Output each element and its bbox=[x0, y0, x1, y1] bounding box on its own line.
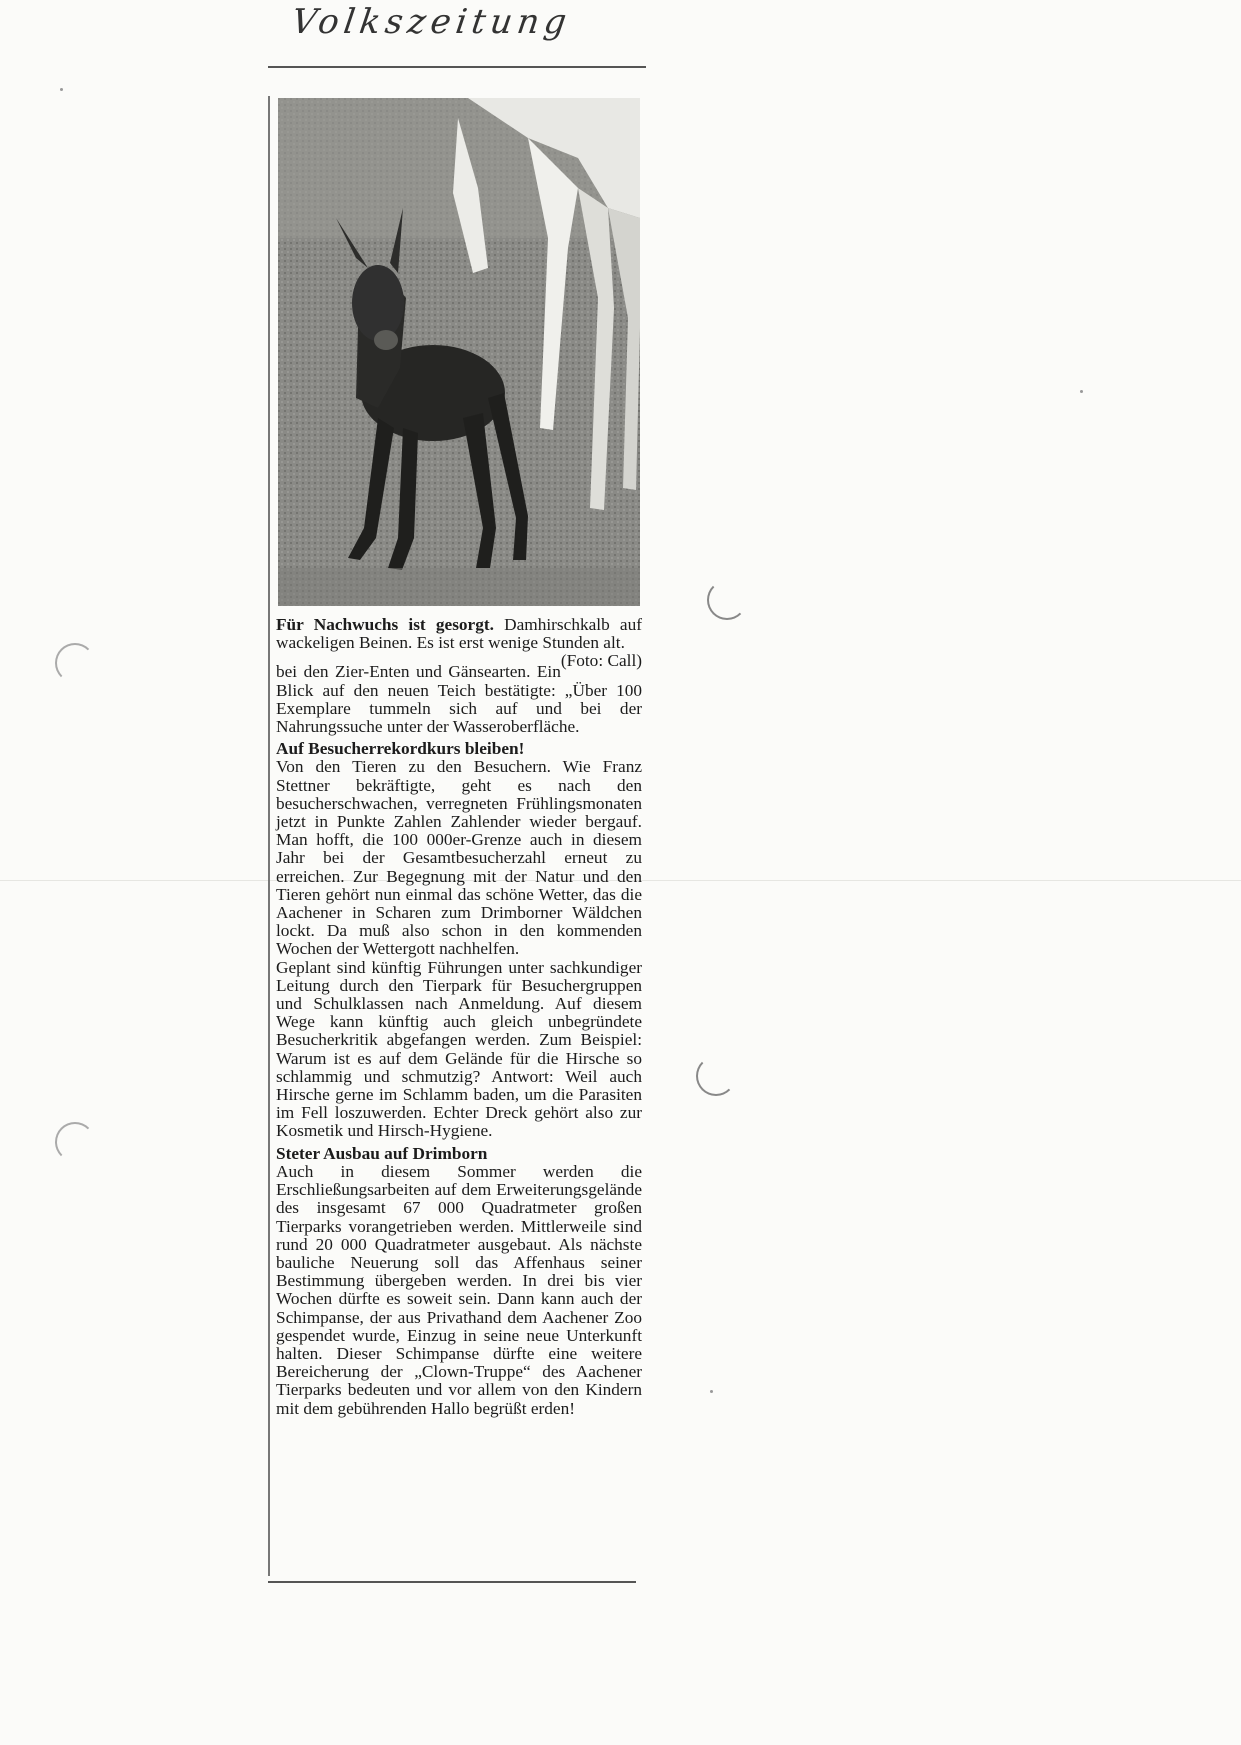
handwritten-note: Volkszeitung bbox=[289, 2, 574, 42]
scan-speck bbox=[710, 1390, 713, 1393]
article-paragraph: Geplant sind künftig Führungen unter sachkundiger Leitung durch den Tierpark für Besuchergruppen und Schulklassen nach Anmeldung. Auf diesem Wege kann künftig auch gleich unbegründete Besucherkritik abgefangen werden. Zum Beispiel: Warum ist es auf dem Gelände für die Hirsche so schlammig und schmutzig? Antwort: Weil auch Hirsche gerne im Schlamm baden, um die Parasiten im Fell loszuwerden. Echter Dreck gehört also zur Kosmetik und Hirsch-Hygiene. bbox=[276, 957, 642, 1141]
fawn-photo-illustration bbox=[278, 98, 640, 606]
article-column bbox=[276, 616, 642, 1418]
article-paragraph: Von den Tieren zu den Besuchern. Wie Franz Stettner bekräftigte, geht es nach den besucherschwachen, verregneten Frühlingsmonaten jetzt in Punkte Zahlen Zahlender wieder bergauf. Man hofft, die 100 000er-Grenze auch in diesem Jahr bei der Gesamtbesucherzahl erneut zu erreichen. Zur Begegnung mit der Natur und den Tieren gehört nun einmal das schöne Wetter, das die Aachener in Scharen zum Drimborner Wäldchen lockt. Da muß also schon in den kommenden Wochen der Wettergott nachhelfen. bbox=[276, 757, 642, 959]
scan-speck bbox=[1080, 390, 1083, 393]
top-rule bbox=[268, 66, 646, 68]
punch-hole-mark bbox=[707, 580, 747, 620]
punch-hole-mark bbox=[696, 1056, 736, 1096]
article-paragraph: Auch in diesem Sommer werden die Erschließungsarbeiten auf dem Erweiterungsgelände des insgesamt 67 000 Quadratmeter großen Tierparks vorangetrieben werden. Mittlerweile sind rund 20 000 Quadratmeter ausgebaut. Als nächste bauliche Neuerung soll das Affenhaus seiner Bestimmung übergeben werden. In drei bis vier Wochen dürfte es soweit sein. Dann kann auch der Schimpanse, der aus Privathand dem Aachener Zoo gespendet wurde, Einzug in seine neue Unterkunft halten. Dieser Schimpanse dürfte eine weitere Bereicherung der „Clown-Truppe“ des Aachener Tierparks bedeuten und vor allem von den Kindern mit dem gebührenden Hallo begrüßt erden! bbox=[276, 1161, 642, 1418]
fawn-photo bbox=[278, 98, 640, 606]
left-rule bbox=[268, 96, 270, 1576]
punch-hole-mark bbox=[55, 643, 95, 683]
caption-text: Damhirschkalb auf wackeligen Beinen. Es ist erst wenige Stunden alt. bbox=[276, 615, 642, 653]
section-heading: Steter Ausbau auf Drimborn bbox=[276, 1143, 488, 1163]
photo-credit: (Foto: Call) bbox=[560, 651, 642, 671]
scan-speck bbox=[60, 88, 63, 91]
photo-caption bbox=[276, 615, 642, 671]
caption-lead: Für Nachwuchs ist gesorgt. bbox=[276, 615, 494, 634]
article-paragraph: bei den Zier-Enten und Gänsearten. Ein Blick auf den neuen Teich bestätigte: „Über 100 Exemplare tummeln sich auf und bei der Nahrungssuche unter der Wasseroberfläche. bbox=[276, 662, 642, 737]
newspaper-clipping bbox=[268, 66, 646, 1606]
section-heading: Auf Besucherrekordkurs bleiben! bbox=[276, 739, 525, 759]
punch-hole-mark bbox=[55, 1122, 95, 1162]
bottom-rule bbox=[268, 1581, 636, 1583]
